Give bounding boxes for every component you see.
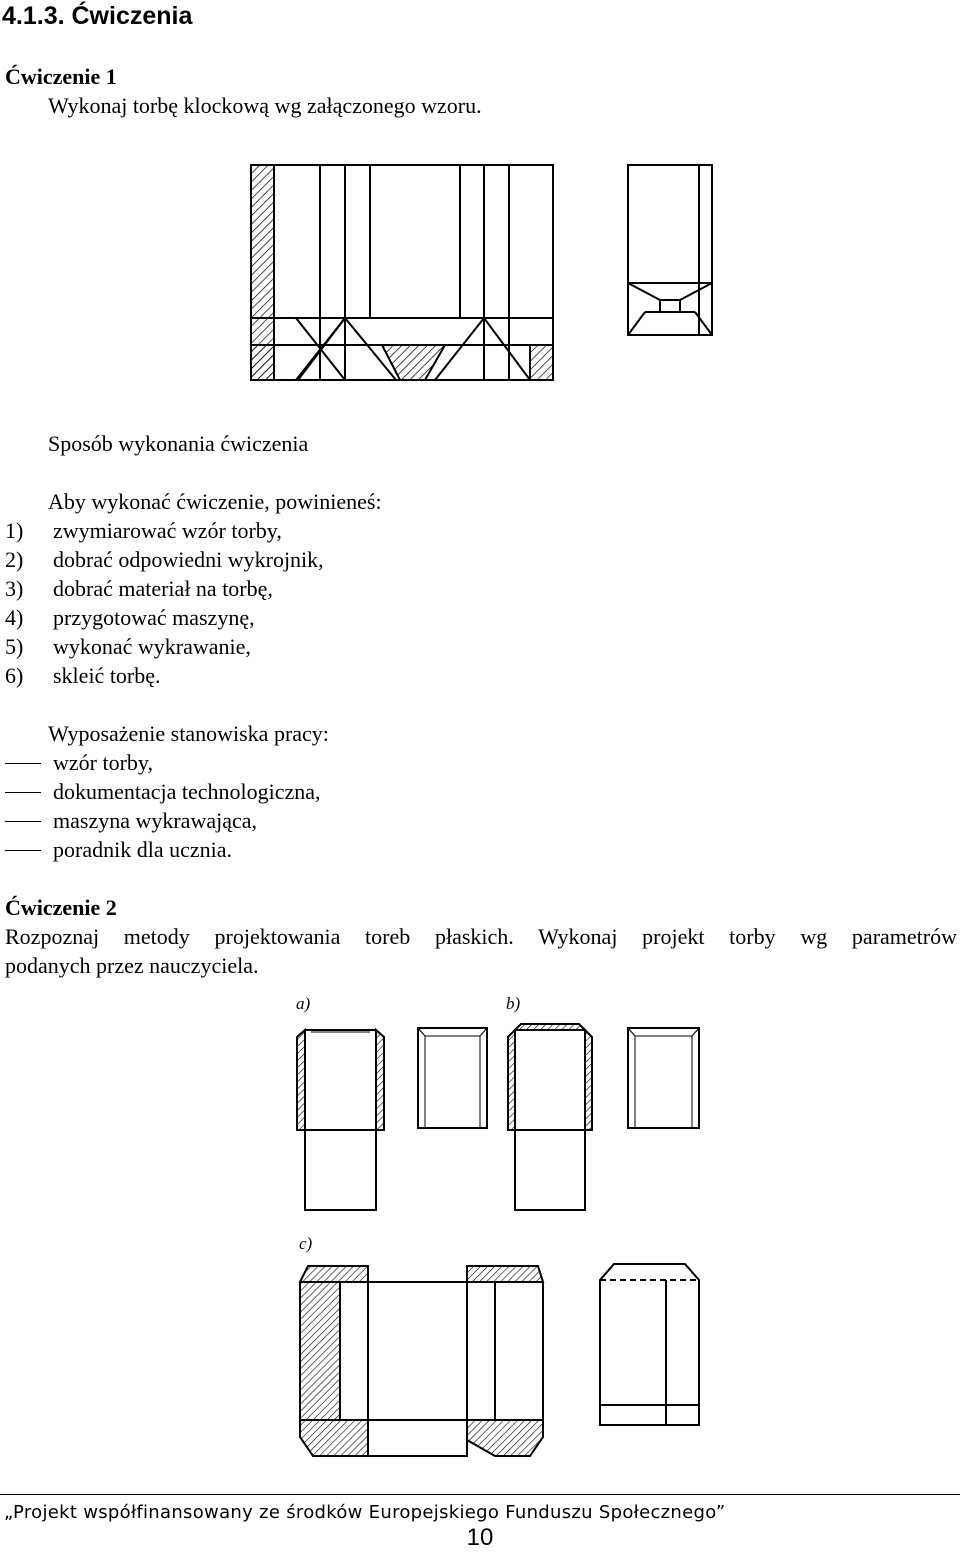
list-item xyxy=(5,748,505,777)
list-item xyxy=(5,632,505,661)
equipment-text: maszyna wykrawająca, xyxy=(53,808,258,833)
exercise-2-title: Ćwiczenie 2 xyxy=(5,895,117,920)
equipment-list xyxy=(5,748,505,864)
flat-bag-designs-figure xyxy=(280,990,720,1470)
footer-text: „Projekt współfinansowany ze środków Europejskiego Funduszu Społecznego” xyxy=(4,1502,726,1523)
section-title: 4.1.3. Ćwiczenia xyxy=(2,2,193,30)
dash-bullet xyxy=(5,763,41,764)
figure-label-c: c) xyxy=(299,1234,313,1253)
step-number: 5) xyxy=(5,634,24,659)
step-text: dobrać odpowiedni wykrojnik, xyxy=(53,547,324,572)
list-item xyxy=(5,603,505,632)
step-number: 3) xyxy=(5,576,24,601)
exercise-2-line-2: podanych przez nauczyciela. xyxy=(5,953,259,978)
step-text: skleić torbę. xyxy=(53,663,161,688)
exercise-1-title: Ćwiczenie 1 xyxy=(5,64,117,89)
list-item xyxy=(5,835,505,864)
steps-list xyxy=(5,516,505,690)
list-item xyxy=(5,661,505,690)
step-text: przygotować maszynę, xyxy=(53,605,255,630)
equipment-text: wzór torby, xyxy=(53,750,153,775)
equipment-heading: Wyposażenie stanowiska pracy: xyxy=(48,721,329,746)
footer-divider xyxy=(0,1494,960,1495)
step-text: dobrać materiał na torbę, xyxy=(53,576,273,601)
dash-bullet xyxy=(5,821,41,822)
list-item xyxy=(5,516,505,545)
exercise-2-line-1: Rozpoznaj metody projektowania toreb płaskich. Wykonaj projekt torby wg parametrów xyxy=(5,924,957,949)
steps-intro: Aby wykonać ćwiczenie, powinieneś: xyxy=(48,489,382,514)
figure-label-a: a) xyxy=(296,994,311,1013)
page-number: 10 xyxy=(466,1524,494,1551)
method-heading: Sposób wykonania ćwiczenia xyxy=(48,431,309,456)
equipment-text: dokumentacja technologiczna, xyxy=(53,779,321,804)
list-item xyxy=(5,574,505,603)
step-text: wykonać wykrawanie, xyxy=(53,634,251,659)
list-item xyxy=(5,806,505,835)
bag-pattern-figure xyxy=(240,155,720,390)
equipment-text: poradnik dla ucznia. xyxy=(53,837,232,862)
step-number: 1) xyxy=(5,518,24,543)
list-item xyxy=(5,545,505,574)
dash-bullet xyxy=(5,792,41,793)
step-number: 6) xyxy=(5,663,24,688)
list-item xyxy=(5,777,505,806)
figure-label-b: b) xyxy=(506,994,521,1013)
step-text: zwymiarować wzór torby, xyxy=(53,518,282,543)
dash-bullet xyxy=(5,850,41,851)
exercise-1-instruction: Wykonaj torbę klockową wg załączonego wzoru. xyxy=(48,93,482,118)
step-number: 4) xyxy=(5,605,24,630)
step-number: 2) xyxy=(5,547,24,572)
